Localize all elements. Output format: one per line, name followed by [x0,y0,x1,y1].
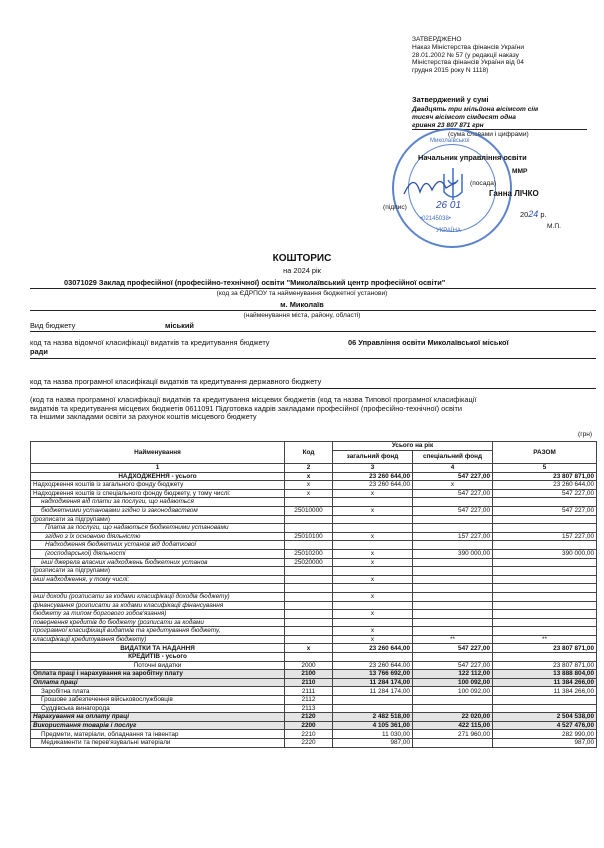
cell-code: 2220 [285,739,333,748]
local-program [30,396,596,422]
cell-code [285,515,333,524]
cell-name: Використання товарів і послуг [31,721,285,730]
cell-general: x [333,532,413,541]
cell-total: ** [493,635,597,644]
cell-general: x [333,549,413,558]
cell-name: (розписати за підгрупами) [31,515,285,524]
table-row [31,670,597,679]
budget-type-label: Вид бюджету [30,321,76,330]
stamp-text-top: Миколаївської [430,138,470,144]
header-year-total: Усього на рік [333,442,493,451]
cell-special [413,653,493,662]
date-handwritten: 26 01 [436,200,462,211]
cell-code [285,592,333,601]
cell-total [493,653,597,662]
cell-total: 4 527 476,00 [493,721,597,730]
cell-general: 13 766 692,00 [333,670,413,679]
cell-general [333,515,413,524]
cell-special [413,601,493,610]
cell-general [333,704,413,713]
cell-name: програмної класифікації видатків та кредитування бюджету, [31,627,285,636]
head-org: ММР [512,168,528,175]
cell-special: 422 115,00 [413,721,493,730]
approval-line: ЗАТВЕРДЖЕНО [412,36,462,43]
header-total: РАЗОМ [493,442,597,464]
table-row [31,678,597,687]
cell-special [413,567,493,576]
document-title: КОШТОРИС [272,253,332,264]
approval-line: грудня 2015 року N 1118) [412,67,489,75]
cell-code: 2120 [285,713,333,722]
cell-code: 2200 [285,721,333,730]
cell-name: фінансування (розписати за кодами класифікації фінансування [31,601,285,610]
table-row [31,610,597,619]
cell-general [333,524,413,533]
cell-total [493,575,597,584]
cell-code [285,635,333,644]
local-program-line: та іншими закладами освіти за рахунок коштів місцевого бюджету [30,412,257,422]
cell-name: Заробітна плата [31,687,285,696]
cell-general [333,541,413,550]
table-row [31,481,597,490]
year-field [520,210,546,220]
cell-code [285,584,333,593]
cell-general: 11 030,00 [333,730,413,739]
cell-general: 2 482 518,00 [333,713,413,722]
cell-total [493,592,597,601]
cell-code: 2100 [285,670,333,679]
cell-name: інші джерела власних надходжень бюджетних установ [31,558,285,567]
position-caption: (посада) [470,180,497,187]
table-row [31,515,597,524]
cell-total [493,558,597,567]
col-number: 4 [413,464,493,473]
cell-code [285,618,333,627]
cell-total [493,704,597,713]
table-row [31,704,597,713]
cell-code: x [285,489,333,498]
cell-code: 25020000 [285,558,333,567]
cell-total: 23 807 871,00 [493,644,597,653]
cell-code [285,567,333,576]
cell-special [413,575,493,584]
stamp-code: •02145038• [420,216,451,222]
cell-special [413,541,493,550]
header-special: спеціальний фонд [413,450,493,463]
table-row [31,489,597,498]
cell-total: 390 000,00 [493,549,597,558]
cell-total: 157 227,00 [493,532,597,541]
cell-special [413,704,493,713]
cell-code: x [285,644,333,653]
cell-code [285,541,333,550]
cell-special: 22 020,00 [413,713,493,722]
cell-name: (розписати за підгрупами) [31,567,285,576]
cell-special [413,610,493,619]
table-row [31,739,597,748]
cell-name: Нарахування на оплату праці [31,713,285,722]
cell-code: 2113 [285,704,333,713]
dept-label: код та назва відомчої класифікації видатків та кредитування бюджету [30,338,270,347]
cell-total: 282 990,00 [493,730,597,739]
amount-caption: (сума словами і цифрами) [448,131,529,138]
cell-general: x [333,635,413,644]
cell-special: 390 000,00 [413,549,493,558]
cell-special: 547 227,00 [413,472,493,481]
amount-words-line: гривня 23 807 871 грн [412,122,587,131]
table-row [31,524,597,533]
cell-total [493,696,597,705]
approval-line: Міністерства фінансів України від 04 [412,59,524,67]
cell-name: КРЕДИТІВ - усього [31,653,285,662]
cell-total: 2 504 538,00 [493,713,597,722]
cell-total [493,618,597,627]
institution-line: 03071029 Заклад професійної (професійно-технічної) освіти "Миколаївський центр професійної освіти" [30,279,596,289]
table-row [31,713,597,722]
cell-name: Оплата праці і нарахування на заробітну плату [31,670,285,679]
cell-code: 2111 [285,687,333,696]
program-rule [30,388,596,389]
cell-code [285,498,333,507]
table-row [31,532,597,541]
cell-general: x [333,627,413,636]
table-row [31,635,597,644]
cell-name: бюджетними установами згідно із законодавством [31,506,285,515]
table-row [31,584,597,593]
cell-name: згідно з їх основною діяльністю [31,532,285,541]
cell-name: НАДХОДЖЕННЯ - усього [31,472,285,481]
cell-name: бюджету за типом боргового зобов'язання) [31,610,285,619]
cell-code: x [285,481,333,490]
budget-type-value: міський [165,321,194,330]
table-row [31,549,597,558]
cell-total: 23 260 644,00 [493,481,597,490]
dept-rule [30,358,596,359]
cell-code: 2110 [285,678,333,687]
cell-code [285,575,333,584]
cell-total [493,584,597,593]
cell-code: 25010000 [285,506,333,515]
program-label: код та назва програмної класифікації видатків та кредитування державного бюджету [30,377,322,386]
cell-special [413,558,493,567]
cell-code: 25010100 [285,532,333,541]
cell-total [493,498,597,507]
table-row [31,498,597,507]
cell-code [285,524,333,533]
cell-general: x [333,610,413,619]
cell-general [333,601,413,610]
cell-general [333,584,413,593]
approval-block [412,36,592,75]
cell-total [493,524,597,533]
cell-total [493,567,597,576]
approved-amount-label: Затверджений у сумі [412,95,489,104]
cell-total [493,515,597,524]
unit-label: (грн) [578,431,593,438]
head-title: Начальник управління освіти [418,153,527,162]
cell-name: Суддівська винагорода [31,704,285,713]
table-row [31,627,597,636]
table-row [31,696,597,705]
cell-name: Надходження коштів із спеціального фонду бюджету, у тому числі: [31,489,285,498]
table-row [31,653,597,662]
cell-general: x [333,506,413,515]
cell-special: 100 092,00 [413,678,493,687]
cell-special [413,627,493,636]
year-prefix: 20 [520,210,529,219]
header-name: Найменування [31,442,285,464]
cell-general [333,696,413,705]
cell-code: 2210 [285,730,333,739]
cell-name: Надходження коштів із загального фонду бюджету [31,481,285,490]
cell-general: 23 260 644,00 [333,661,413,670]
cell-general: 23 260 644,00 [333,472,413,481]
year-suffix: 24 [528,209,539,219]
table-row [31,661,597,670]
cell-general: x [333,558,413,567]
cell-code: 2112 [285,696,333,705]
col-number: 1 [31,464,285,473]
cell-name: Грошове забезпечення військовослужбовців [31,696,285,705]
cell-code [285,627,333,636]
cell-total: 11 384 266,00 [493,687,597,696]
cell-total [493,627,597,636]
cell-total [493,610,597,619]
signature-caption: (підпис) [383,204,407,211]
cell-name: інші доходи (розписати за кодами класифікації доходів бюджету) [31,592,285,601]
table-row [31,506,597,515]
cell-special [413,584,493,593]
table-row [31,558,597,567]
table-row [31,730,597,739]
cell-special: 271 960,00 [413,730,493,739]
table-row [31,721,597,730]
cell-general: 23 260 644,00 [333,481,413,490]
cell-code: 25010200 [285,549,333,558]
cell-total: 547 227,00 [493,489,597,498]
header-code: Код [285,442,333,464]
cell-total: 13 888 804,00 [493,670,597,679]
cell-special [413,592,493,601]
stamp-text-bottom: УКРАЇНА [436,228,461,234]
cell-total [493,541,597,550]
city-rule [30,310,596,311]
cell-general [333,498,413,507]
cell-code [285,601,333,610]
cell-name: надходження від плати за послуги, що надаються [31,498,285,507]
cell-special [413,524,493,533]
local-program-line: видатків та кредитування місцевих бюджетів 0611091 Підготовка кадрів закладами професійної (професійно-технічної) освіти [30,403,463,413]
cell-code [285,653,333,662]
cell-name: Оплата праці [31,678,285,687]
signature-icon [400,170,460,200]
cell-special: 122 112,00 [413,670,493,679]
col-number: 5 [493,464,597,473]
cell-name: Плата за послуги, що надаються бюджетними установами [31,524,285,533]
cell-name: Предмети, матеріали, обладнання та інвентар [31,730,285,739]
mp-label: М.П. [547,223,561,230]
cell-general: x [333,489,413,498]
cell-special [413,498,493,507]
cell-general: x [333,575,413,584]
cell-special [413,696,493,705]
city-caption: (найменування міста, району, області) [243,312,361,319]
cell-general: 11 284 174,00 [333,678,413,687]
header-general: загальний фонд [333,450,413,463]
cell-special: 547 227,00 [413,506,493,515]
cell-special [413,618,493,627]
table-row [31,601,597,610]
cell-name: інші надходження, у тому числі: [31,575,285,584]
cell-special: 547 227,00 [413,489,493,498]
cell-code: x [285,472,333,481]
cell-total [493,601,597,610]
cell-special: 547 227,00 [413,644,493,653]
cell-total: 987,00 [493,739,597,748]
table-row [31,592,597,601]
cell-total: 23 807 871,00 [493,472,597,481]
cell-name: (господарської) діяльності [31,549,285,558]
head-name: Ганна ЛІЧКО [489,189,539,198]
year-unit: р. [540,210,547,219]
cell-total: 11 384 266,00 [493,678,597,687]
table-row [31,472,597,481]
table-row [31,687,597,696]
city: м. Миколаїв [280,300,324,309]
approval-line: 28.01.2002 № 57 (у редакції наказу [412,51,519,59]
cell-name: Медикаменти та перев'язувальні матеріали [31,739,285,748]
cell-general: 4 105 361,00 [333,721,413,730]
cell-special: 157 227,00 [413,532,493,541]
budget-type-rule [30,331,596,332]
cell-special [413,739,493,748]
amount-words-line: Двадцять три мільйона вісімсот сім [412,106,539,113]
col-number: 2 [285,464,333,473]
cell-general [333,567,413,576]
dept-value-2: ради [30,347,48,356]
cell-general: 987,00 [333,739,413,748]
cell-general [333,618,413,627]
table-row [31,541,597,550]
cell-general [333,653,413,662]
local-program-line: (код та назва програмної класифікації видатків та кредитування місцевих бюджетів (код та назва Типової програмної класифікації [30,395,477,404]
institution-caption: (код за ЄДРПОУ та найменування бюджетної установи) [216,290,388,297]
cell-name: Поточні видатки [31,661,285,670]
cell-special: 547 227,00 [413,661,493,670]
cell-code: 2000 [285,661,333,670]
cell-name: класифікації кредитування бюджету) [31,635,285,644]
amount-words [412,106,587,130]
table-row [31,644,597,653]
cell-general: x [333,592,413,601]
cell-special: ** [413,635,493,644]
cell-special [413,515,493,524]
cell-name [31,584,285,593]
approval-line: Наказ Міністерства фінансів України [412,43,524,51]
cell-special: x [413,481,493,490]
table-row [31,618,597,627]
cell-general: 23 260 644,00 [333,644,413,653]
amount-words-line: тисяч вісімсот сімдесят одна [412,113,516,121]
estimate-table [30,441,597,748]
table-row [31,567,597,576]
cell-total: 23 807 871,00 [493,661,597,670]
cell-name: Надходження бюджетних установ від додаткової [31,541,285,550]
dept-value: 06 Управління освіти Миколаївської міської [348,338,509,347]
cell-total: 547 227,00 [493,506,597,515]
cell-name: ВИДАТКИ ТА НАДАННЯ [31,644,285,653]
cell-name: повернення кредитів до бюджету (розписати за кодами [31,618,285,627]
cell-special: 100 092,00 [413,687,493,696]
cell-general: 11 284 174,00 [333,687,413,696]
cell-code [285,610,333,619]
document-year: на 2024 рік [283,266,321,275]
col-number: 3 [333,464,413,473]
table-row [31,575,597,584]
